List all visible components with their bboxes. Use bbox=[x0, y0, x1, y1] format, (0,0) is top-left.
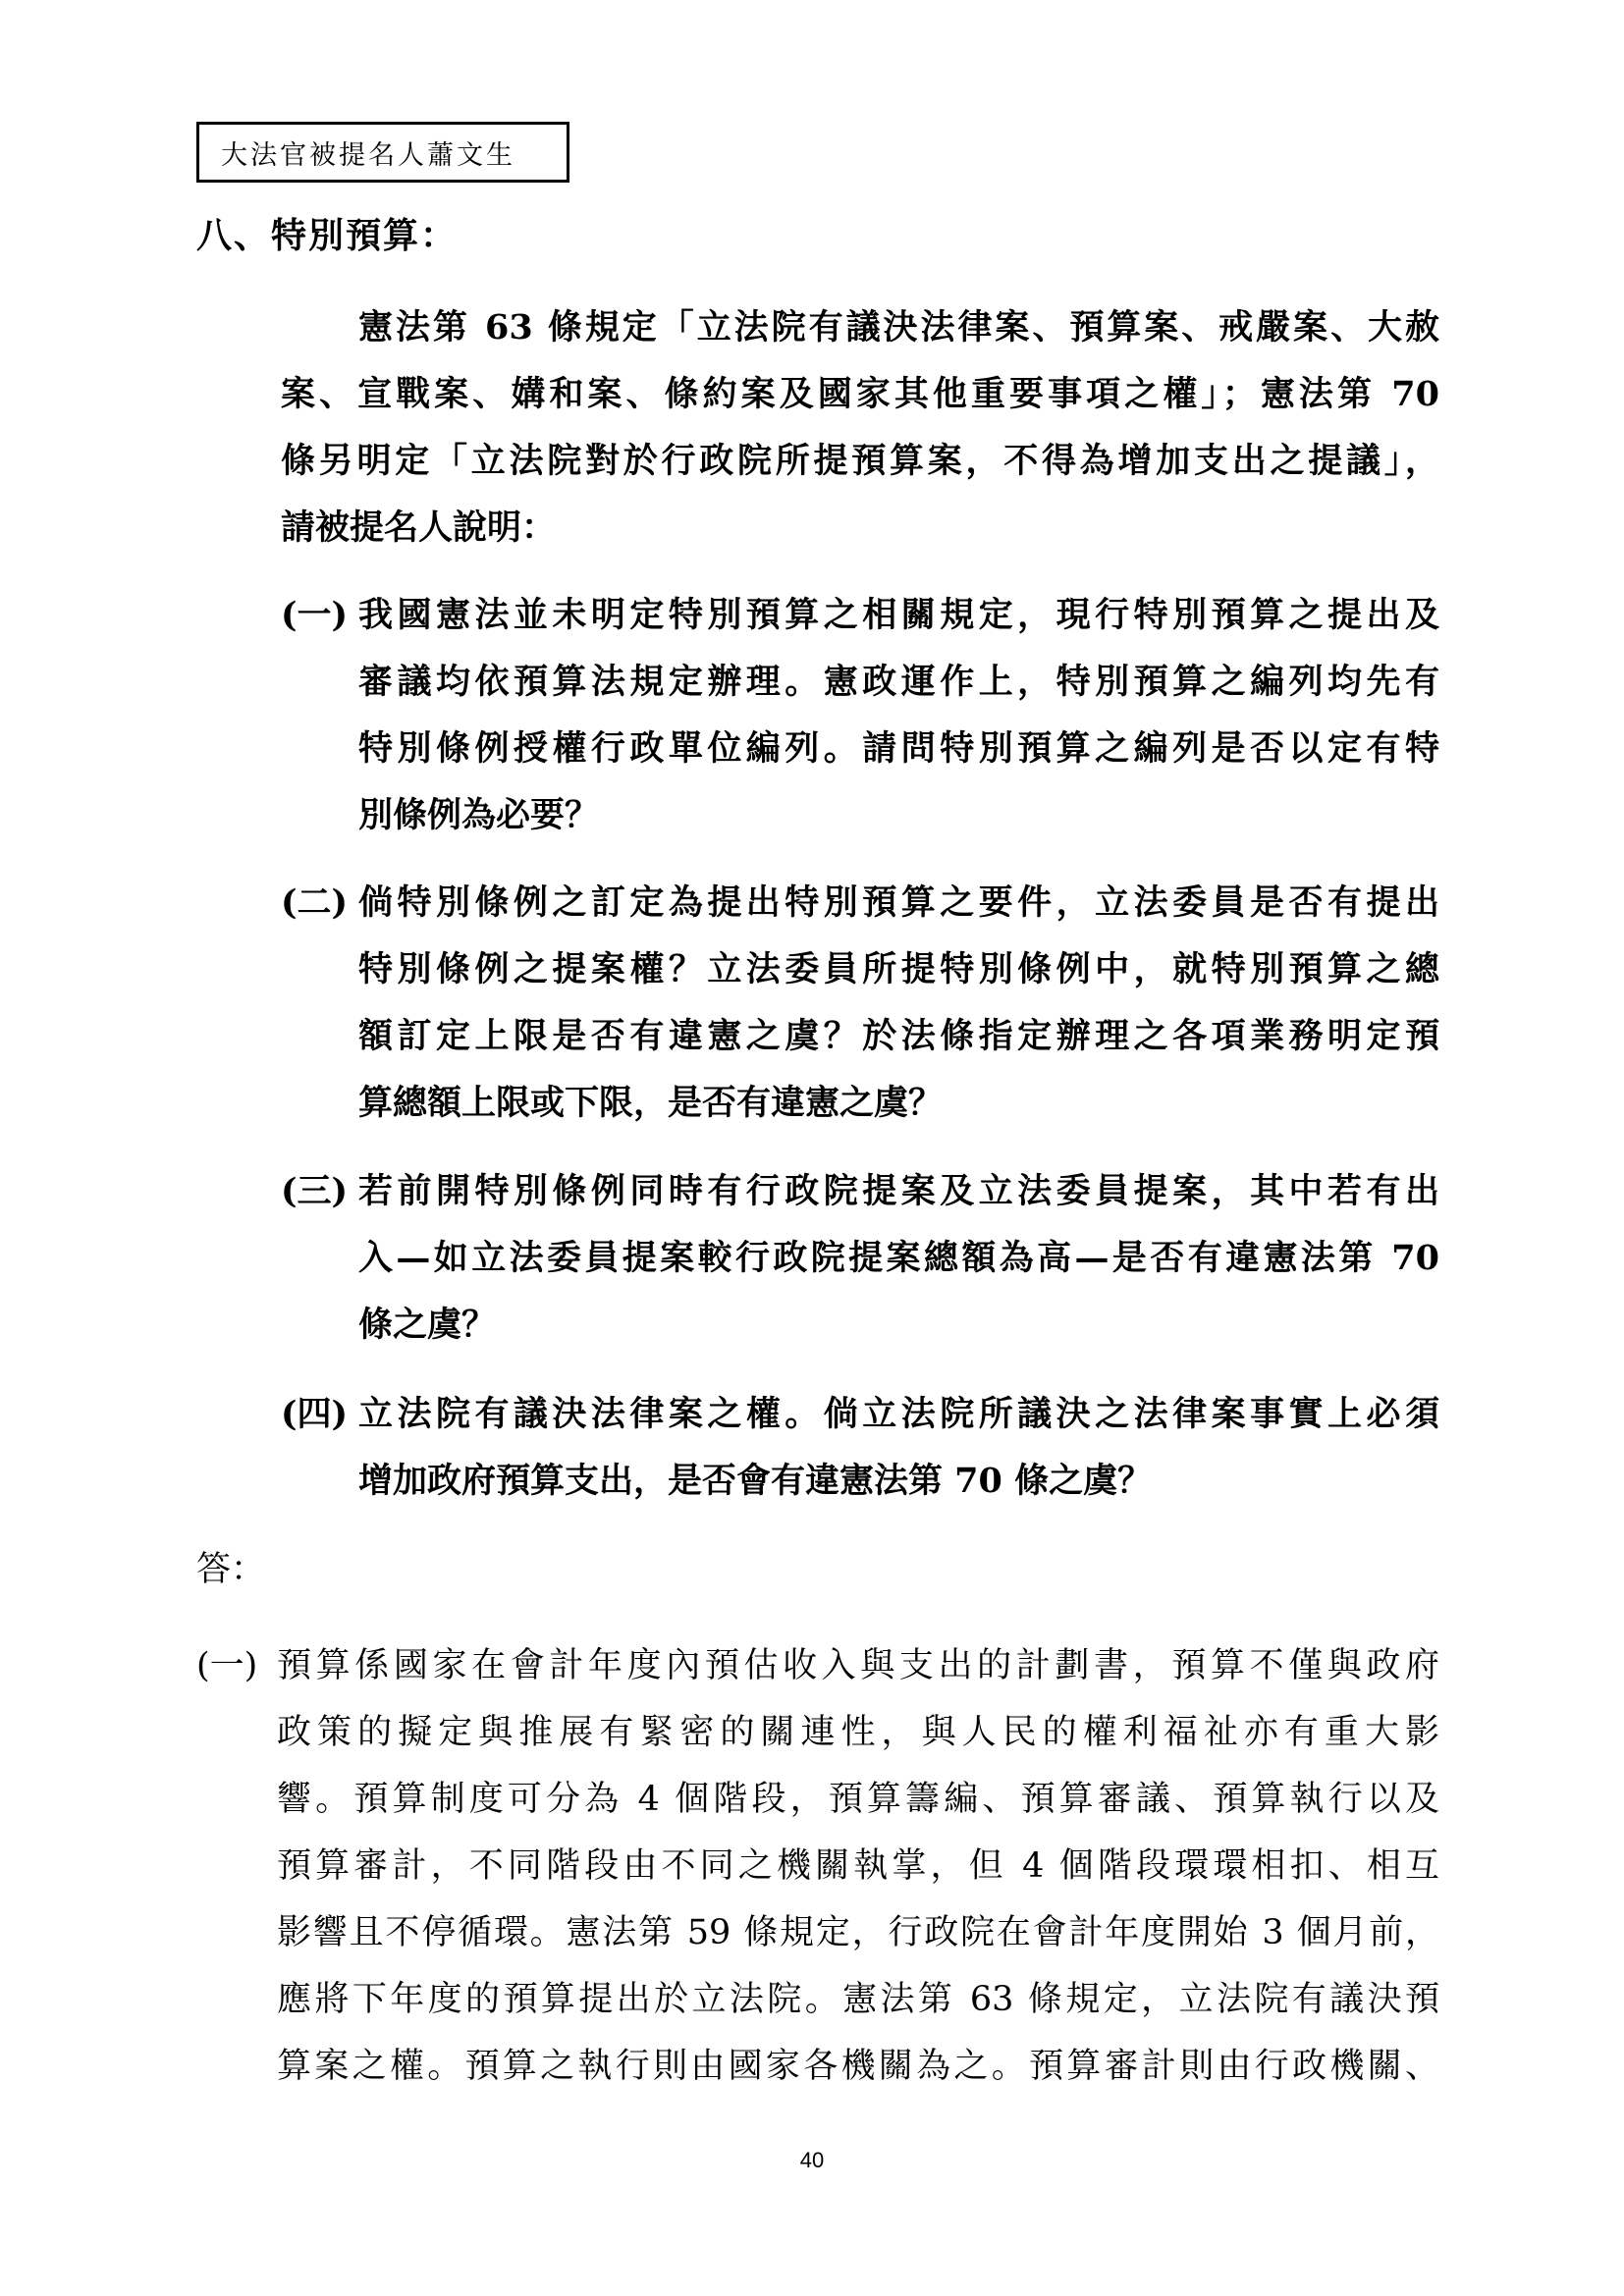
intro-paragraph bbox=[281, 294, 1439, 561]
question-label: (一) bbox=[281, 595, 349, 635]
text-line: 條之虞？ bbox=[358, 1305, 497, 1345]
text-line: 請被提名人說明： bbox=[281, 507, 557, 548]
text-line: 算案之權。預算之執行則由國家各機關為之。預算審計則由行政機關、 bbox=[277, 2047, 1439, 2086]
question-text bbox=[358, 582, 1439, 849]
text-line: 審議均依預算法規定辦理。憲政運作上，特別預算之編列均先有 bbox=[358, 662, 1439, 702]
text-line: 我國憲法並未明定特別預算之相關規定，現行特別預算之提出及 bbox=[358, 595, 1439, 635]
text-line: 算總額上限或下限，是否有違憲之虞？ bbox=[358, 1083, 944, 1123]
text-line: 立法院有議決法律案之權。倘立法院所議決之法律案事實上必須 bbox=[358, 1394, 1439, 1434]
text-line: 響。預算制度可分為 4 個階段，預算籌編、預算審議、預算執行以及 bbox=[277, 1780, 1439, 1819]
question-text bbox=[358, 870, 1439, 1137]
question-4 bbox=[281, 1381, 1439, 1515]
text-line: 預算審計，不同階段由不同之機關執掌，但 4 個階段環環相扣、相互 bbox=[277, 1846, 1439, 1886]
page-number: 40 bbox=[799, 2148, 825, 2172]
question-1 bbox=[281, 582, 1439, 849]
question-label: (三) bbox=[281, 1171, 349, 1211]
text-line: 案、宣戰案、媾和案、條約案及國家其他重要事項之權」；憲法第 70 bbox=[281, 374, 1439, 414]
text-line: 預算係國家在會計年度內預估收入與支出的計劃書，預算不僅與政府 bbox=[277, 1646, 1439, 1685]
answer-item-1 bbox=[196, 1632, 1439, 2100]
text-line: 應將下年度的預算提出於立法院。憲法第 63 條規定，立法院有議決預 bbox=[277, 1980, 1439, 2019]
text-line: 憲法第 63 條規定「立法院有議決法律案、預算案、戒嚴案、大赦 bbox=[358, 307, 1439, 347]
text-line: 條另明定「立法院對於行政院所提預算案，不得為增加支出之提議」， bbox=[281, 441, 1439, 481]
text-line: 政策的擬定與推展有緊密的關連性，與人民的權利福祉亦有重大影 bbox=[277, 1713, 1439, 1752]
text-line: 影響且不停循環。憲法第 59 條規定，行政院在會計年度開始 3 個月前， bbox=[277, 1913, 1439, 1952]
text-line: 若前開特別條例同時有行政院提案及立法委員提案，其中若有出 bbox=[358, 1171, 1439, 1211]
nominee-header-label: 大法官被提名人蕭文生 bbox=[221, 139, 515, 171]
text-line: 特別條例授權行政單位編列。請問特別預算之編列是否以定有特 bbox=[358, 728, 1439, 769]
question-label: (四) bbox=[281, 1394, 349, 1434]
answer-item-label: (一) bbox=[196, 1646, 258, 1685]
answer-label: 答： bbox=[196, 1550, 266, 1589]
text-line: 倘特別條例之訂定為提出特別預算之要件，立法委員是否有提出 bbox=[358, 882, 1439, 923]
text-line: 增加政府預算支出，是否會有違憲法第 70 條之虞？ bbox=[358, 1461, 1153, 1501]
section-title: 八、特別預算： bbox=[196, 215, 459, 256]
question-text bbox=[358, 1158, 1439, 1359]
text-line: 特別條例之提案權？立法委員所提特別條例中，就特別預算之總 bbox=[358, 949, 1439, 989]
question-label: (二) bbox=[281, 882, 349, 923]
question-3 bbox=[281, 1158, 1439, 1359]
text-line: 入—如立法委員提案較行政院提案總額為高—是否有違憲法第 70 bbox=[358, 1238, 1439, 1278]
answer-text bbox=[277, 1632, 1439, 2100]
text-line: 別條例為必要？ bbox=[358, 795, 600, 835]
question-2 bbox=[281, 870, 1439, 1137]
nominee-header-box bbox=[196, 122, 569, 183]
question-text bbox=[358, 1381, 1439, 1515]
text-line: 額訂定上限是否有違憲之虞？於法條指定辦理之各項業務明定預 bbox=[358, 1016, 1439, 1056]
